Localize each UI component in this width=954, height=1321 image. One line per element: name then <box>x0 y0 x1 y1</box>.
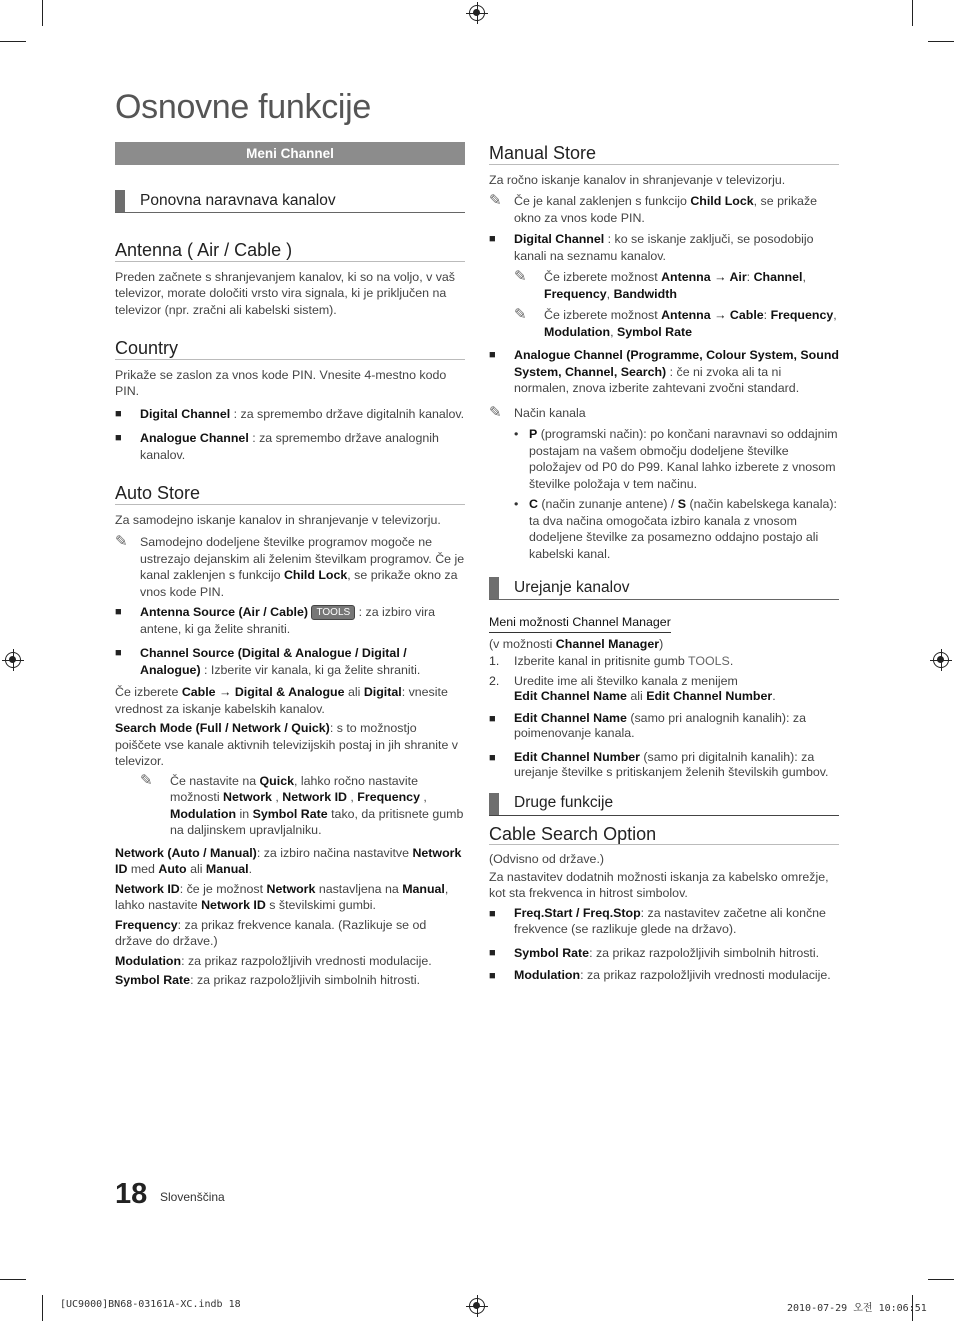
list-item: • C (način zunanje antene) / S (način kabelskega kanala): ta dva načina omogočata izbiro kanala z vnosom dodeljene številke za posamezno oddajno postajo ali kabelski kanal. <box>514 497 837 561</box>
footer-language: Slovenščina <box>160 1190 225 1204</box>
bullet-dot-icon: • <box>514 497 519 511</box>
crop-mark <box>42 1295 43 1321</box>
subsection-heading-text: Druge funkcije <box>514 794 614 812</box>
pencil-note-icon: ✎ <box>514 268 527 285</box>
subsection-heading-text: Urejanje kanalov <box>514 578 630 596</box>
square-bullet-icon: ■ <box>115 647 122 659</box>
section-heading-manual-store: Manual Store <box>489 145 839 165</box>
paragraph: Symbol Rate: za prikaz razpoložljivih simbolnih hitrosti. <box>115 973 421 987</box>
square-bullet-icon: ■ <box>489 947 496 959</box>
list-item: ■ Antenna Source (Air / Cable) TOOLS : za izbiro vira antene, ki ga želite shraniti. <box>115 605 436 636</box>
country-description: Prikaže se zaslon za vnos kode PIN. Vnesite 4-mestno kodo PIN. <box>115 367 447 398</box>
list-item: ■ Analogue Channel (Programme, Colour System, Sound System, Channel, Search) : če ni zvoka ali ta ni normalen, znova izberite zahtevani zvočni standard. <box>489 348 839 395</box>
heading-bar-icon <box>115 190 125 212</box>
page-title: Osnovne funkcije <box>115 88 372 126</box>
paragraph: (v možnosti Channel Manager) <box>489 636 664 651</box>
pencil-note-icon: ✎ <box>514 306 527 323</box>
section-heading-country: Country <box>115 340 465 360</box>
list-item: 1. Izberite kanal in pritisnite gumb TOOLS. <box>489 654 734 668</box>
square-bullet-icon: ■ <box>489 712 496 725</box>
registration-mark-icon <box>5 652 21 668</box>
registration-mark-icon <box>469 1298 485 1314</box>
subsection-heading <box>489 793 839 816</box>
page-number: 18 <box>115 1178 148 1210</box>
crop-mark <box>42 0 43 26</box>
note: ✎ Če je kanal zaklenjen s funkcijo Child Lock, se prikaže okno za vnos kode PIN. <box>489 192 818 225</box>
print-info-file: [UC9000]BN68-03161A-XC.indb 18 <box>60 1299 241 1310</box>
pencil-note-icon: ✎ <box>140 771 153 789</box>
list-item: ■ Digital Channel : ko se iskanje zaključi, se posodobijo kanali na seznamu kanalov. <box>489 232 814 263</box>
paragraph: Za nastavitev dodatnih možnosti iskanja za kabelsko omrežje, kot sta frekvenca in hitrost simbolov. <box>489 870 829 900</box>
crop-mark <box>0 1279 26 1280</box>
section-heading-antenna: Antenna ( Air / Cable ) <box>115 242 465 262</box>
square-bullet-icon: ■ <box>489 969 496 982</box>
square-bullet-icon: ■ <box>115 407 122 420</box>
paragraph: (Odvisno od države.) <box>489 852 605 866</box>
menu-section-bar: Meni Channel <box>115 142 465 165</box>
paragraph: Search Mode (Full / Network / Quick): s to možnostjo poiščete vse kanale aktivnih televizijskih postaj in jih shranite v televizor. <box>115 721 458 768</box>
note: ✎ Če nastavite na Quick, lahko ročno nastavite možnosti Network , Network ID , Frequency , Modulation in Symbol Rate tako, da pritisnete gumb na daljinskem upravljalniku. <box>140 771 464 837</box>
crop-mark <box>912 0 913 26</box>
print-info-date: 2010-07-29 오전 10:06:51 <box>787 1303 927 1314</box>
list-item: • P (programski način): po končani naravnavi so oddajnim postajam na vašem območju dodeljene številke položajev od P0 do P99. Kanal lahko izberete z vnosom številke položaja v tem načinu. <box>514 427 838 491</box>
note: ✎ Če izberete možnost Antenna → Cable: Frequency, Modulation, Symbol Rate <box>514 306 837 339</box>
square-bullet-icon: ■ <box>489 751 496 764</box>
square-bullet-icon: ■ <box>115 432 122 444</box>
square-bullet-icon: ■ <box>489 908 496 920</box>
note: ✎ Če izberete možnost Antenna → Air: Channel, Frequency, Bandwidth <box>514 268 806 301</box>
subsection-heading <box>489 577 839 600</box>
list-item: ■ Edit Channel Name (samo pri analognih kanalih): za poimenovanje kanala. <box>489 710 806 740</box>
list-item: ■ Digital Channel : za spremembo države digitalnih kanalov. <box>115 406 465 421</box>
square-bullet-icon: ■ <box>489 233 496 245</box>
pencil-note-icon: ✎ <box>115 533 128 550</box>
list-item: ■ Freq.Start / Freq.Stop: za nastavitev začetne ali končne frekvence (se razlikuje glede na državo). <box>489 906 826 936</box>
pencil-note-icon: ✎ <box>489 403 502 421</box>
manual-store-description: Za ročno iskanje kanalov in shranjevanje v televizorju. <box>489 172 786 187</box>
crop-mark <box>928 1279 954 1280</box>
paragraph: Če izberete Cable → Digital & Analogue ali Digital: vnesite vrednost za iskanje kabelskih kanalov. <box>115 685 448 716</box>
note: ✎ Samodejno dodeljene številke programov mogoče ne ustrezajo dejanskim ali želenim številkam programov. Če je kanal zaklenjen s funkcijo Child Lock, se prikaže okno za vnos kode PIN. <box>115 533 465 599</box>
registration-mark-icon <box>469 5 485 21</box>
section-heading-auto-store: Auto Store <box>115 485 465 505</box>
crop-mark <box>928 41 954 42</box>
auto-store-description: Za samodejno iskanje kanalov in shranjevanje v televizorju. <box>115 512 441 527</box>
list-item: ■ Channel Source (Digital & Analogue / Digital / Analogue) : Izberite vir kanala, ki ga želite shraniti. <box>115 646 421 677</box>
channel-manager-heading: Meni možnosti Channel Manager <box>489 614 839 633</box>
list-item: ■ Modulation: za prikaz razpoložljivih vrednosti modulacije. <box>489 968 839 985</box>
subsection-heading-text: Ponovna naravnava kanalov <box>140 191 336 209</box>
list-item: ■ Symbol Rate: za prikaz razpoložljivih simbolnih hitrosti. <box>489 946 820 960</box>
tools-button-icon: TOOLS <box>311 605 355 620</box>
bullet-dot-icon: • <box>514 427 519 441</box>
note: ✎ Način kanala <box>489 403 586 421</box>
section-heading-cable-search: Cable Search Option <box>489 826 839 846</box>
square-bullet-icon: ■ <box>115 606 122 618</box>
right-column <box>489 145 839 984</box>
paragraph: Frequency: za prikaz frekvence kanala. (Razlikuje se od države do države.) <box>115 917 427 948</box>
subsection-heading <box>115 190 465 213</box>
antenna-description: Preden začnete s shranjevanjem kanalov, ki so na voljo, v vaš televizor, morate določiti vrsto vira signala, ki je priključen na televizor (npr. zračni ali kabelski sistem). <box>115 269 456 317</box>
paragraph: Network ID: če je možnost Network nastavljena na Manual, lahko nastavite Network ID s številskimi gumbi. <box>115 881 449 912</box>
paragraph: Network (Auto / Manual): za izbiro načina nastavitve Network ID med Auto ali Manual. <box>115 845 462 876</box>
square-bullet-icon: ■ <box>489 349 496 361</box>
registration-mark-icon <box>933 652 949 668</box>
list-item: ■ Edit Channel Number (samo pri digitalnih kanalih): za urejanje številke s pritiskanjem želenih številskih gumbov. <box>489 749 829 779</box>
heading-bar-icon <box>489 577 499 599</box>
paragraph: Modulation: za prikaz razpoložljivih vrednosti modulacije. <box>115 953 432 968</box>
left-column <box>115 140 465 989</box>
list-item: ■ Analogue Channel : za spremembo države analognih kanalov. <box>115 431 439 462</box>
list-item: 2. Uredite ime ali številko kanala z menijem Edit Channel Name ali Edit Channel Number. <box>489 673 776 703</box>
crop-mark <box>0 41 26 42</box>
heading-bar-icon <box>489 793 499 815</box>
pencil-note-icon: ✎ <box>489 192 502 209</box>
